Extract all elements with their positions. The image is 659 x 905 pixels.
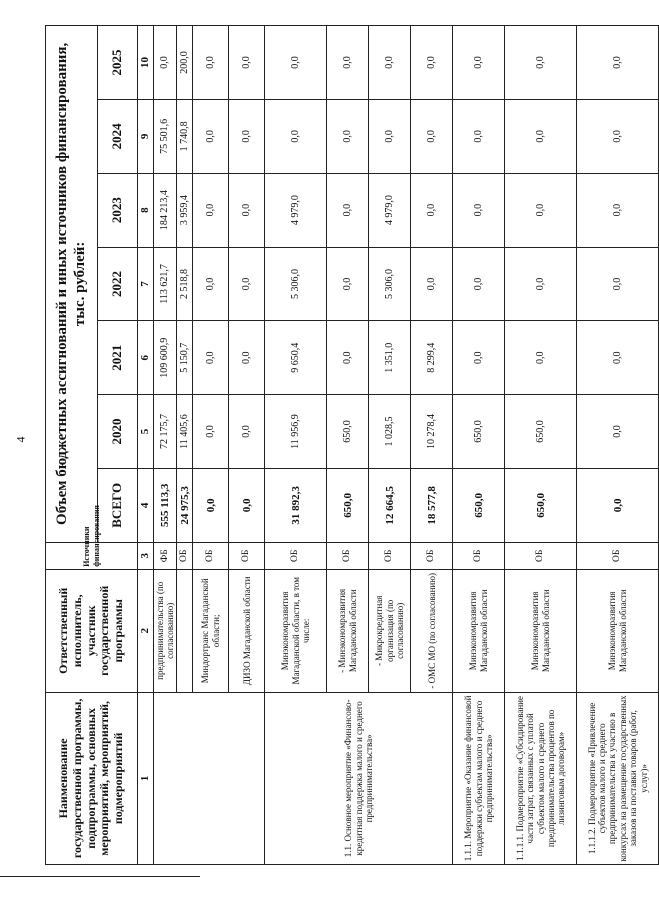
table-row [153,26,177,865]
cell-year-value: 1 740,8 [177,99,193,173]
cell-total: 650,0 [327,468,369,542]
cell-year-value: 0,0 [505,321,577,395]
cell-year-value: 109 600,9 [153,321,177,395]
cell-total: 24 975,3 [177,468,193,542]
cell-year-value: 0,0 [265,99,327,173]
index-cell: 3 [138,542,154,569]
cell-source: ОБ [193,542,229,569]
cell-year-value: 0,0 [229,395,265,469]
cell-source: ОБ [177,542,193,569]
cell-total: 650,0 [453,468,505,542]
cell-year-value: 0,0 [193,173,229,247]
cell-year-value: 5 306,0 [265,247,327,321]
cell-year-value: 0,0 [327,26,369,100]
cell-total: 0,0 [229,468,265,542]
cell-total: 0,0 [193,468,229,542]
cell-source: ОБ [327,542,369,569]
cell-responsible [177,569,193,692]
footnote-divider [0,876,200,877]
cell-year-value: 0,0 [193,321,229,395]
cell-responsible: Минэкономразвития Магаданской области [453,569,505,692]
header-source: Источники финансирования [46,542,138,569]
cell-responsible: Минэкономразвития Магаданской области [505,569,577,692]
cell-year-value: 650,0 [453,395,505,469]
cell-year-value: 75 501,6 [153,99,177,173]
table-row [505,26,577,865]
cell-program-name: 1.1.1.2. Подмероприятие «Привлечение субъектов малого и среднего предпринимательства к участию в конкурсах на размещение государственных заказов на поставки товаров (работ, услуг)» [577,692,659,864]
cell-year-value: 0,0 [453,247,505,321]
cell-total: 0,0 [577,468,659,542]
cell-year-value: 4 979,0 [369,173,411,247]
cell-year-value: 0,0 [453,99,505,173]
cell-responsible: Минэкономразвития Магаданской области [577,569,659,692]
cell-year-value: 0,0 [327,321,369,395]
index-cell: 4 [138,468,154,542]
cell-total: 555 113,3 [153,468,177,542]
cell-responsible: Минэкономразвития Магаданской области, в том числе: [265,569,327,692]
table-row [577,26,659,865]
cell-year-value: 0,0 [327,247,369,321]
header-volume: Объем бюджетных ассигнований и иных источников финансирования, тыс. рублей: [46,26,98,543]
header-year: 2025 [98,26,138,100]
cell-year-value: 0,0 [411,247,453,321]
index-cell: 1 [138,692,154,864]
index-cell: 9 [138,99,154,173]
cell-year-value: 1 351,0 [369,321,411,395]
cell-year-value: 0,0 [505,26,577,100]
cell-year-value: 2 518,8 [177,247,193,321]
cell-year-value: 0,0 [453,26,505,100]
cell-year-value: 0,0 [577,26,659,100]
cell-year-value: 0,0 [505,247,577,321]
cell-year-value: 0,0 [369,26,411,100]
cell-year-value: 0,0 [453,173,505,247]
header-year: 2022 [98,247,138,321]
cell-year-value: 72 175,7 [153,395,177,469]
cell-total: 650,0 [505,468,577,542]
cell-source: ОБ [369,542,411,569]
cell-total: 18 577,8 [411,468,453,542]
cell-source: ОБ [453,542,505,569]
cell-year-value: 0,0 [229,321,265,395]
cell-responsible: Миндортранс Магаданской области; [193,569,229,692]
cell-year-value: 0,0 [229,173,265,247]
cell-year-value: 5 306,0 [369,247,411,321]
cell-year-value: 0,0 [453,321,505,395]
cell-source: ОБ [229,542,265,569]
cell-year-value: 0,0 [327,99,369,173]
table-row [453,26,505,865]
cell-responsible: ДИЗО Магаданской области [229,569,265,692]
cell-responsible: - Микрокредитная организация (по согласованию) [369,569,411,692]
cell-year-value: 0,0 [193,26,229,100]
index-cell: 2 [138,569,154,692]
cell-year-value: 0,0 [411,173,453,247]
cell-program-name: 1.1.1.1. Подмероприятие «Субсидирование части затрат, связанных с уплатой субъектом малого и среднего предпринимательства процентов по лизинговым договорам» [505,692,577,864]
cell-year-value: 0,0 [577,173,659,247]
cell-source: ОБ [411,542,453,569]
cell-total: 12 664,5 [369,468,411,542]
header-year: 2023 [98,173,138,247]
index-cell: 8 [138,173,154,247]
cell-year-value: 0,0 [153,26,177,100]
cell-year-value: 0,0 [327,173,369,247]
cell-responsible: предпринимательства (по согласованию) [153,569,177,692]
cell-year-value: 5 150,7 [177,321,193,395]
cell-year-value: 3 959,4 [177,173,193,247]
cell-year-value: 0,0 [193,395,229,469]
cell-program-name: 1.1.1. Мероприятие «Оказание финансовой поддержки субъектам малого и среднего предпринимательства» [453,692,505,864]
cell-year-value: 113 621,7 [153,247,177,321]
table-row [265,26,327,865]
cell-year-value: 650,0 [327,395,369,469]
cell-year-value: 0,0 [577,321,659,395]
cell-year-value: 0,0 [193,99,229,173]
cell-year-value: 0,0 [505,99,577,173]
header-total: ВСЕГО [98,468,138,542]
cell-year-value: 0,0 [229,99,265,173]
cell-year-value: 8 299,4 [411,321,453,395]
index-cell: 7 [138,247,154,321]
header-year: 2024 [98,99,138,173]
cell-year-value: 0,0 [265,26,327,100]
cell-year-value: 0,0 [369,99,411,173]
cell-year-value: 0,0 [193,247,229,321]
cell-year-value: 11 405,6 [177,395,193,469]
cell-source: ОБ [265,542,327,569]
cell-year-value: 0,0 [577,247,659,321]
index-cell: 6 [138,321,154,395]
cell-year-value: 0,0 [505,173,577,247]
cell-source: ОБ [577,542,659,569]
cell-source: ОБ [505,542,577,569]
cell-year-value: 0,0 [577,99,659,173]
cell-year-value: 0,0 [229,247,265,321]
index-cell: 10 [138,26,154,100]
cell-year-value: 4 979,0 [265,173,327,247]
page-number: 4 [13,436,28,443]
header-year: 2020 [98,395,138,469]
header-name: Наименование государственной программы, подпрограммы, основных мероприятий, мероприятий, подмероприятий [46,692,138,864]
cell-year-value: 0,0 [411,26,453,100]
cell-year-value: 11 956,9 [265,395,327,469]
cell-source: ФБ [153,542,177,569]
cell-year-value: 200,0 [177,26,193,100]
budget-table [45,25,659,865]
header-responsible: Ответственный исполнитель, участник государственной программы [46,569,138,692]
cell-year-value: 1 028,5 [369,395,411,469]
index-cell: 5 [138,395,154,469]
cell-responsible: - Минэкономразвития Магаданской области [327,569,369,692]
cell-responsible: - ОМС МО (по согласованию) [411,569,453,692]
cell-year-value: 0,0 [229,26,265,100]
rotated-table-container [45,25,649,865]
cell-year-value: 650,0 [505,395,577,469]
cell-year-value: 0,0 [577,395,659,469]
cell-program-name: 1.1. Основное мероприятие «Финансово-кредитная поддержка малого и среднего предпринимательства» [265,692,453,864]
cell-total: 31 892,3 [265,468,327,542]
header-year: 2021 [98,321,138,395]
cell-year-value: 9 650,4 [265,321,327,395]
cell-year-value: 184 213,4 [153,173,177,247]
index-row [138,26,154,865]
cell-year-value: 10 278,4 [411,395,453,469]
cell-program-name [153,692,265,864]
cell-year-value: 0,0 [411,99,453,173]
